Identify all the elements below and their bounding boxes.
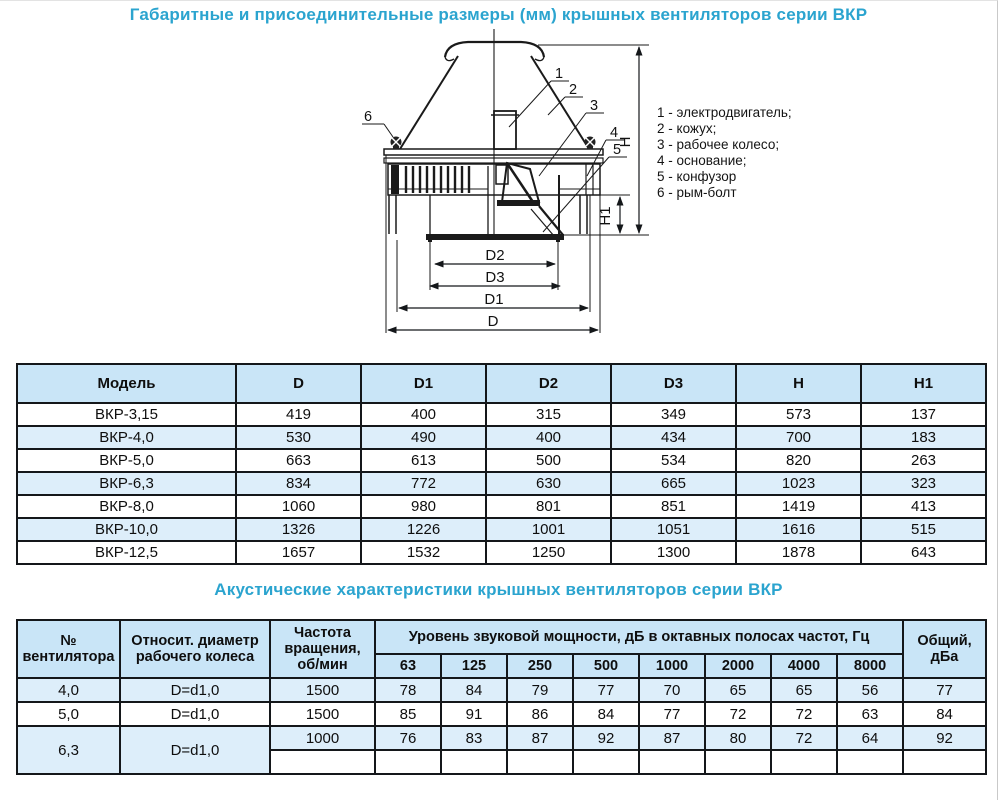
table-cell xyxy=(375,750,441,774)
table-cell xyxy=(771,750,837,774)
table-cell: 500 xyxy=(486,449,611,472)
table-cell: 87 xyxy=(507,726,573,750)
table-cell: 70 xyxy=(639,678,705,702)
legend-item: 3 - рабочее колесо; xyxy=(657,136,780,152)
header-cell: D1 xyxy=(361,364,486,403)
table-cell: 851 xyxy=(611,495,736,518)
table-cell: 1532 xyxy=(361,541,486,564)
table-cell: 1000 xyxy=(270,726,375,750)
callout-1-label: 1 xyxy=(555,66,564,82)
table-row xyxy=(17,472,986,495)
table-row xyxy=(17,426,986,449)
freq-header-cell: 4000 xyxy=(771,654,837,678)
header-cell-speed: Частота вращения, об/мин xyxy=(270,620,375,678)
table-cell: 820 xyxy=(736,449,861,472)
table-cell xyxy=(639,750,705,774)
header-cell-fan-no: № вентилятора xyxy=(17,620,120,678)
impeller-detail xyxy=(426,163,564,242)
table-row xyxy=(17,495,986,518)
table-cell: 323 xyxy=(861,472,986,495)
table-cell: 91 xyxy=(441,702,507,726)
model-cell: ВКР-5,0 xyxy=(17,449,236,472)
table-cell: 77 xyxy=(573,678,639,702)
table-cell: 64 xyxy=(837,726,903,750)
table-row xyxy=(17,449,986,472)
header-cell: D3 xyxy=(611,364,736,403)
table-cell: 80 xyxy=(705,726,771,750)
freq-header-cell: 2000 xyxy=(705,654,771,678)
model-cell: ВКР-6,3 xyxy=(17,472,236,495)
table-cell: 515 xyxy=(861,518,986,541)
table-cell: 1500 xyxy=(270,702,375,726)
table-row xyxy=(17,541,986,564)
legend-item: 1 - электродвигатель; xyxy=(657,105,792,120)
table-cell: 1419 xyxy=(736,495,861,518)
eye-bolt-icon xyxy=(391,137,596,150)
freq-header-cell: 1000 xyxy=(639,654,705,678)
table-cell: 263 xyxy=(861,449,986,472)
table-cell: 400 xyxy=(486,426,611,449)
dim-label-d: D xyxy=(487,313,499,330)
table-cell xyxy=(270,750,375,774)
model-cell: ВКР-3,15 xyxy=(17,403,236,426)
table-cell xyxy=(903,750,986,774)
table-cell: 5,0 xyxy=(17,702,120,726)
freq-header-cell: 125 xyxy=(441,654,507,678)
table-cell: 613 xyxy=(361,449,486,472)
table-cell: 83 xyxy=(441,726,507,750)
table-cell: 1326 xyxy=(236,518,361,541)
table-cell: 84 xyxy=(903,702,986,726)
table-cell: 419 xyxy=(236,403,361,426)
model-cell: ВКР-8,0 xyxy=(17,495,236,518)
table-cell: 72 xyxy=(771,702,837,726)
table-cell: 630 xyxy=(486,472,611,495)
header-cell: D xyxy=(236,364,361,403)
page-title-dimensions: Габаритные и присоединительные размеры (мм) крышных вентиляторов серии ВКР xyxy=(129,5,868,24)
dimensions-table xyxy=(16,363,987,565)
legend-item: 6 - рым-болт xyxy=(657,184,737,200)
table-cell: 1300 xyxy=(611,541,736,564)
table-cell: 1250 xyxy=(486,541,611,564)
table-cell: 643 xyxy=(861,541,986,564)
header-cell: D2 xyxy=(486,364,611,403)
table-cell: D=d1,0 xyxy=(120,726,270,774)
table-cell: 1657 xyxy=(236,541,361,564)
table-cell: 84 xyxy=(573,702,639,726)
callout-5-label: 5 xyxy=(613,142,622,158)
dim-label-d1: D1 xyxy=(484,291,504,308)
table-cell: 530 xyxy=(236,426,361,449)
table-cell: 65 xyxy=(705,678,771,702)
dim-label-h: H xyxy=(617,136,634,148)
fan-diagram-section xyxy=(0,25,997,356)
table-cell: 77 xyxy=(639,702,705,726)
table-cell: 72 xyxy=(705,702,771,726)
callout-2-label: 2 xyxy=(569,82,578,98)
table-cell: 834 xyxy=(236,472,361,495)
table-cell: 84 xyxy=(441,678,507,702)
table-cell: 1060 xyxy=(236,495,361,518)
table-cell: 56 xyxy=(837,678,903,702)
table-row xyxy=(17,518,986,541)
table-row xyxy=(17,678,986,702)
header-cell: H1 xyxy=(861,364,986,403)
dim-label-d2: D2 xyxy=(485,247,505,264)
table-cell: 349 xyxy=(611,403,736,426)
legend-item: 2 - кожух; xyxy=(657,120,717,136)
header-cell-total: Общий, дБа xyxy=(903,620,986,678)
table-cell: 573 xyxy=(736,403,861,426)
table-cell: 1023 xyxy=(736,472,861,495)
table-cell: 76 xyxy=(375,726,441,750)
table-cell: D=d1,0 xyxy=(120,702,270,726)
table-cell: 92 xyxy=(903,726,986,750)
model-cell: ВКР-4,0 xyxy=(17,426,236,449)
table-cell: 315 xyxy=(486,403,611,426)
table-cell xyxy=(441,750,507,774)
table-cell: 6,3 xyxy=(17,726,120,774)
page-title-acoustic: Акустические характеристики крышных вентиляторов серии ВКР xyxy=(214,580,783,599)
table-cell: 1878 xyxy=(736,541,861,564)
table-cell: 78 xyxy=(375,678,441,702)
table-cell: 92 xyxy=(573,726,639,750)
table-cell: 72 xyxy=(771,726,837,750)
table-cell: 700 xyxy=(736,426,861,449)
diagram-legend xyxy=(657,105,792,200)
table-cell: 665 xyxy=(611,472,736,495)
fan-body-outline xyxy=(384,29,603,235)
table-row xyxy=(17,403,986,426)
table-header-row xyxy=(17,364,986,403)
dim-label-h1: H1 xyxy=(597,206,614,226)
table-cell: 434 xyxy=(611,426,736,449)
table-cell: D=d1,0 xyxy=(120,678,270,702)
table-cell: 772 xyxy=(361,472,486,495)
freq-header-cell: 63 xyxy=(375,654,441,678)
table-cell xyxy=(705,750,771,774)
legend-item: 5 - конфузор xyxy=(657,168,737,184)
table-cell: 85 xyxy=(375,702,441,726)
legend-item: 4 - основание; xyxy=(657,152,747,168)
table-row xyxy=(17,702,986,726)
header-cell-sound-power-group: Уровень звуковой мощности, дБ в октавных полосах частот, Гц xyxy=(375,620,903,654)
table-cell: 86 xyxy=(507,702,573,726)
table-cell xyxy=(837,750,903,774)
table-cell: 87 xyxy=(639,726,705,750)
model-cell: ВКР-10,0 xyxy=(17,518,236,541)
table-cell: 65 xyxy=(771,678,837,702)
header-cell-rel-diameter: Относит. диаметр рабочего колеса xyxy=(120,620,270,678)
table-cell: 413 xyxy=(861,495,986,518)
freq-header-cell: 500 xyxy=(573,654,639,678)
table-cell: 1500 xyxy=(270,678,375,702)
table-cell: 79 xyxy=(507,678,573,702)
callout-4-label: 4 xyxy=(610,125,619,141)
table-cell: 77 xyxy=(903,678,986,702)
table-header-row xyxy=(17,620,986,654)
callout-3-label: 3 xyxy=(590,98,599,114)
table-cell: 63 xyxy=(837,702,903,726)
freq-header-cell: 250 xyxy=(507,654,573,678)
header-cell: H xyxy=(736,364,861,403)
table-cell: 137 xyxy=(861,403,986,426)
table-cell: 4,0 xyxy=(17,678,120,702)
table-cell: 534 xyxy=(611,449,736,472)
table-cell: 1001 xyxy=(486,518,611,541)
model-cell: ВКР-12,5 xyxy=(17,541,236,564)
table-cell: 801 xyxy=(486,495,611,518)
table-cell xyxy=(573,750,639,774)
header-cell: Модель xyxy=(17,364,236,403)
table-cell: 1226 xyxy=(361,518,486,541)
table-cell: 183 xyxy=(861,426,986,449)
table-cell: 490 xyxy=(361,426,486,449)
table-cell: 1051 xyxy=(611,518,736,541)
table-cell: 980 xyxy=(361,495,486,518)
table-cell: 663 xyxy=(236,449,361,472)
fan-technical-drawing xyxy=(330,25,662,345)
table-cell: 400 xyxy=(361,403,486,426)
freq-header-cell: 8000 xyxy=(837,654,903,678)
table-row xyxy=(17,726,986,750)
dim-label-d3: D3 xyxy=(485,269,505,286)
acoustic-table xyxy=(16,619,987,775)
table-cell: 1616 xyxy=(736,518,861,541)
callout-6-label: 6 xyxy=(364,109,373,125)
table-cell xyxy=(507,750,573,774)
